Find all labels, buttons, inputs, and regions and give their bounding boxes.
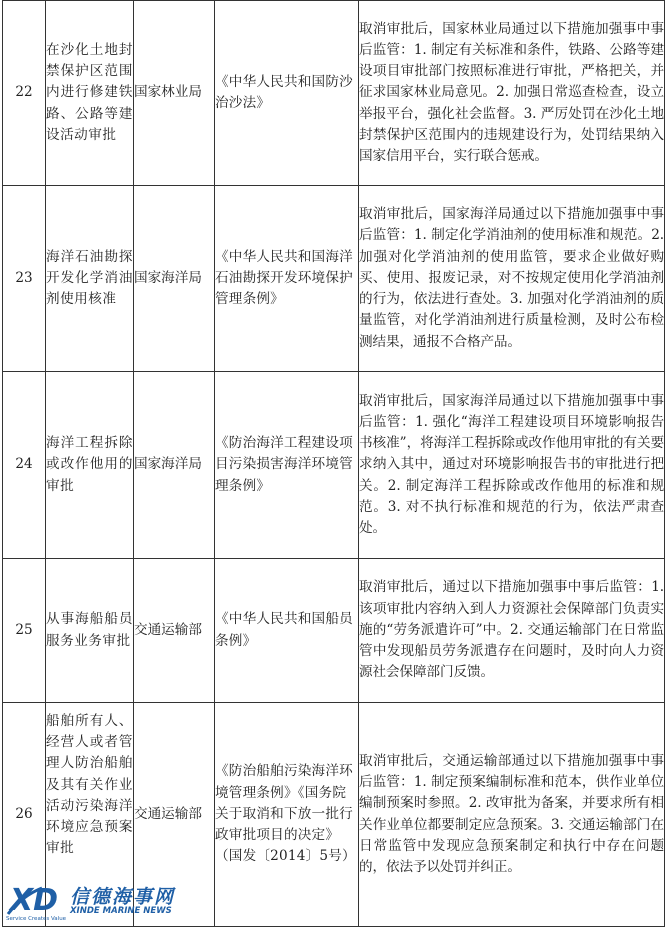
table-row bbox=[3, 372, 665, 559]
watermark bbox=[4, 876, 204, 924]
table-row bbox=[3, 559, 665, 703]
watermark-name-cn: 信德海事网 bbox=[70, 886, 176, 908]
department: 交通运输部 bbox=[134, 703, 215, 927]
item-name: 海洋工程拆除或改作他用的审批 bbox=[46, 372, 134, 559]
legal-basis: 《中华人民共和国海洋石油勘探开发环境保护管理条例》 bbox=[215, 186, 359, 372]
supervision-measures: 取消审批后，国家海洋局通过以下措施加强事中事后监管：1. 强化“海洋工程建设项目环境影响报告书核准”，将海洋工程拆除或改作他用审批的有关要求纳入其中，通过对环境影响报告书的审批进行把关。2. 制定海洋工程拆除或改作他用的标准和规范。3. 对不执行标准和规范的行为，依法严肃查处。 bbox=[359, 372, 665, 559]
item-name: 在沙化土地封禁保护区范围内进行修建铁路、公路等建设活动审批 bbox=[46, 1, 134, 186]
row-number: 22 bbox=[3, 1, 46, 186]
row-number: 25 bbox=[3, 559, 46, 703]
item-name: 从事海船船员服务业务审批 bbox=[46, 559, 134, 703]
supervision-measures: 取消审批后，通过以下措施加强事中事后监管：1. 该项审批内容纳入到人力资源社会保障部门负责实施的“劳务派遣许可”中。2. 交通运输部门在日常监管中发现船员劳务派遣存在问题时，及时向人力资源社会保障部门反馈。 bbox=[359, 559, 665, 703]
supervision-measures: 取消审批后，国家海洋局通过以下措施加强事中事后监管：1. 制定化学消油剂的使用标准和规范。2. 加强对化学消油剂的使用监管，要求企业做好购买、使用、报废记录，对不按规定使用化学消油剂的行为，依法进行查处。3. 加强对化学消油剂的质量监管，对化学消油剂进行质量检测，及时公布检测结果，通报不合格产品。 bbox=[359, 186, 665, 372]
legal-basis: 《中华人民共和国防沙治沙法》 bbox=[215, 1, 359, 186]
supervision-measures: 取消审批后，国家林业局通过以下措施加强事中事后监管：1. 制定有关标准和条件，铁路、公路等建设项目审批部门按照标准进行审批，严格把关，并征求国家林业局意见。2. 加强日常巡查检查，设立举报平台，强化社会监督。3. 严厉处罚在沙化土地封禁保护区范围内的违规建设行为，处罚结果纳入国家信用平台，实行联合惩戒。 bbox=[359, 1, 665, 186]
row-number: 23 bbox=[3, 186, 46, 372]
approval-items-table bbox=[2, 0, 665, 927]
table-row bbox=[3, 1, 665, 186]
department: 国家海洋局 bbox=[134, 372, 215, 559]
xinde-logo-icon bbox=[4, 878, 68, 918]
row-number: 24 bbox=[3, 372, 46, 559]
watermark-name-en: XINDE MARINE NEWS bbox=[70, 906, 172, 916]
department: 国家林业局 bbox=[134, 1, 215, 186]
item-name: 海洋石油勘探开发化学消油剂使用核准 bbox=[46, 186, 134, 372]
legal-basis: 《防治海洋工程建设项目污染损害海洋环境管理条例》 bbox=[215, 372, 359, 559]
department: 交通运输部 bbox=[134, 559, 215, 703]
table-row bbox=[3, 186, 665, 372]
row-number: 26 bbox=[3, 703, 46, 927]
logo-text: XD bbox=[10, 883, 59, 918]
legal-basis: 《防治船舶污染海洋环境管理条例》《国务院关于取消和下放一批行政审批项目的决定》（国发〔2014〕5号） bbox=[215, 703, 359, 927]
watermark-slogan: Service Creates Value bbox=[6, 916, 67, 922]
department: 国家海洋局 bbox=[134, 186, 215, 372]
legal-basis: 《中华人民共和国船员条例》 bbox=[215, 559, 359, 703]
supervision-measures: 取消审批后，交通运输部通过以下措施加强事中事后监管：1. 制定预案编制标准和范本，供作业单位编制预案时参照。2. 改审批为备案，并要求所有相关作业单位都要制定应急预案。3. 交通运输部门在日常监管中发现应急预案制定和执行中存在问题的，依法予以处罚并纠正。 bbox=[359, 703, 665, 927]
item-name: 船舶所有人、经营人或者管理人防治船舶及其有关作业活动污染海洋环境应急预案审批 bbox=[46, 703, 134, 927]
